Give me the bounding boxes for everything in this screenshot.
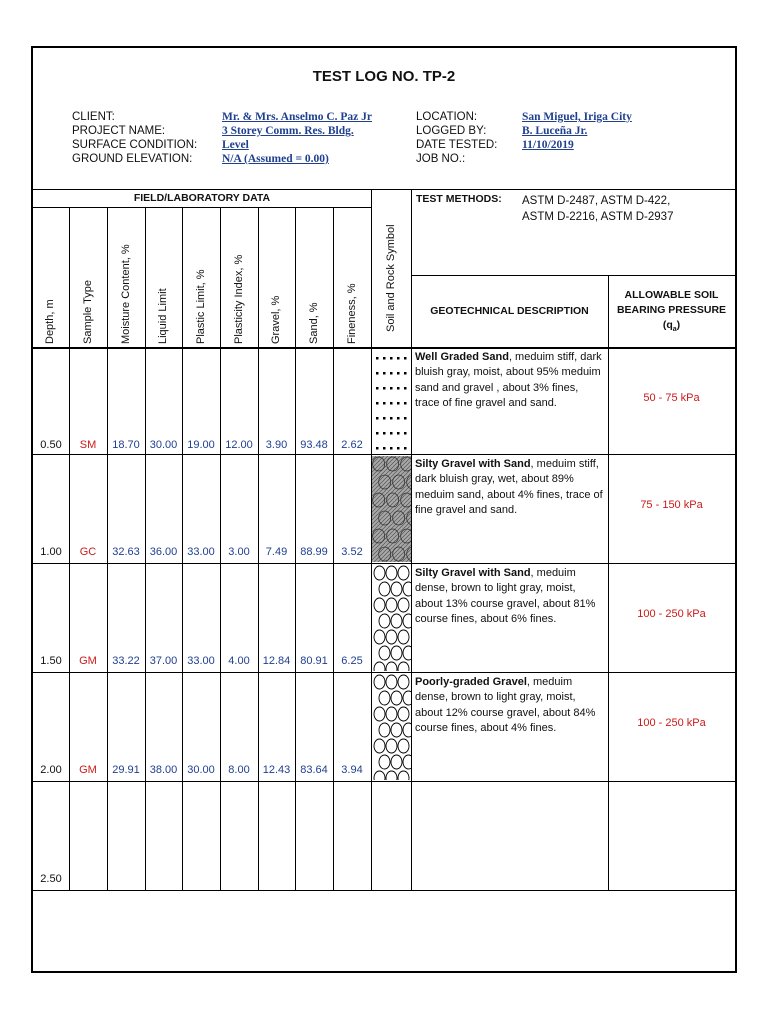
fines-value: 3.94: [341, 764, 363, 776]
test-log-sheet: [31, 46, 737, 973]
pl-value: 33.00: [187, 546, 215, 558]
depth-value: 0.50: [40, 439, 62, 451]
sand-value: 83.64: [300, 764, 328, 776]
client-label: CLIENT:: [72, 111, 115, 123]
logged-by-value: B. Luceña Jr.: [522, 125, 588, 137]
allowable-bearing-pressure: 50 - 75 kPa: [643, 392, 700, 404]
gravel-value: 7.49: [265, 546, 288, 558]
section-title: FIELD/LABORATORY DATA: [133, 192, 271, 204]
gravel-column-header: Gravel, %: [270, 295, 282, 344]
project-name-value: 3 Storey Comm. Res. Bldg.: [222, 125, 354, 137]
ll-value: 37.00: [149, 655, 178, 667]
test-methods-line-1: ASTM D-2487, ASTM D-422,: [522, 195, 671, 207]
plasticity-index-column-header: Plasticity Index, %: [233, 254, 245, 344]
logged-by-label: LOGGED BY:: [416, 125, 487, 137]
ground-elevation-value: N/A (Assumed = 0.00): [222, 153, 329, 165]
date-tested-label: DATE TESTED:: [416, 139, 498, 151]
bearing-pressure-header: [608, 288, 735, 337]
fines-value: 2.62: [341, 439, 363, 451]
soil-symbol-hatch: [372, 456, 411, 562]
location-value: San Miguel, Iriga City: [522, 111, 632, 123]
pl-value: 30.00: [187, 764, 215, 776]
header-left-values: [222, 110, 372, 166]
mc-value: 29.91: [112, 764, 140, 776]
soil-symbol-gravel: [372, 674, 411, 780]
fines-value: 6.25: [341, 655, 363, 667]
header-right: [416, 110, 497, 166]
sample-type-column-header: Sample Type: [82, 279, 94, 344]
client-value: Mr. & Mrs. Anselmo C. Paz Jr: [222, 111, 372, 123]
allowable-bearing-pressure: 100 - 250 kPa: [637, 608, 706, 620]
sand-value: 93.48: [300, 439, 328, 451]
pi-value: 12.00: [225, 439, 253, 451]
plastic-limit-column-header: Plastic Limit, %: [195, 269, 207, 344]
soil-description-text: , meduim stiff, dark bluish gray, moist, about 95% meduim sand and gravel , about 3% fines, trace of fine gravel and sand.: [415, 351, 602, 410]
soil-description-text: , meduim dense, brown to light gray, moist, about 12% course gravel, about 84% course fines, about 4% fines.: [415, 676, 596, 735]
sample-type-value: SM: [79, 439, 97, 451]
header-right-values: [522, 110, 632, 152]
gravel-value: 12.84: [262, 655, 291, 667]
ll-value: 30.00: [149, 439, 178, 451]
bearing-q-subscript: a: [672, 326, 677, 334]
bearing-header-line-3: [608, 318, 735, 337]
test-methods-line-2: ASTM D-2216, ASTM D-2937: [522, 211, 674, 223]
pl-value: 33.00: [187, 655, 215, 667]
mc-value: 33.22: [112, 655, 140, 667]
bearing-q: (q: [662, 319, 673, 331]
soil-name: Silty Gravel with Sand: [415, 458, 531, 470]
soil-name: Silty Gravel with Sand: [415, 567, 531, 579]
gravel-value: 3.90: [265, 439, 288, 451]
geotechnical-description: [415, 675, 605, 737]
depth-value: 1.50: [40, 655, 62, 667]
date-tested-value: 11/10/2019: [522, 139, 574, 151]
soil-description-text: , meduim dense, brown to light gray, moist, about 13% course gravel, about 81% course fines, about 6% fines.: [415, 567, 596, 626]
sample-type-value: GM: [79, 655, 97, 667]
surface-condition-label: SURFACE CONDITION:: [72, 139, 198, 151]
test-methods-value: [522, 193, 673, 225]
page-title: TEST LOG NO. TP-2: [312, 68, 456, 85]
sample-type-value: GM: [79, 764, 97, 776]
depth-column-header: Depth, m: [44, 299, 56, 344]
job-no-label: JOB NO.:: [416, 153, 466, 165]
geotechnical-description: [415, 566, 605, 628]
geotechnical-description-header: GEOTECHNICAL DESCRIPTION: [430, 305, 589, 317]
geotechnical-description: [415, 457, 605, 519]
ll-value: 36.00: [149, 546, 178, 558]
pl-value: 19.00: [187, 439, 215, 451]
pi-value: 3.00: [228, 546, 250, 558]
sand-value: 80.91: [300, 655, 328, 667]
header-left: [72, 110, 197, 166]
allowable-bearing-pressure: 100 - 250 kPa: [637, 717, 706, 729]
mc-value: 32.63: [112, 546, 140, 558]
location-label: LOCATION:: [416, 111, 478, 123]
bearing-header-line-1: ALLOWABLE SOIL: [624, 289, 719, 301]
surface-condition-value: Level: [222, 139, 249, 151]
test-methods-label: TEST METHODS:: [416, 193, 502, 205]
soil-symbol-gravel: [372, 565, 411, 671]
mc-value: 18.70: [112, 439, 140, 451]
geotechnical-description: [415, 350, 605, 412]
pi-value: 4.00: [228, 655, 250, 667]
soil-name: Well Graded Sand: [415, 351, 509, 363]
fines-value: 3.52: [341, 546, 363, 558]
bearing-close: ): [676, 319, 681, 331]
depth-value: 2.00: [40, 764, 62, 776]
gravel-value: 12.43: [262, 764, 291, 776]
ground-elevation-label: GROUND ELEVATION:: [72, 153, 193, 165]
sand-value: 88.99: [300, 546, 328, 558]
fineness-column-header: Fineness, %: [346, 283, 358, 344]
soil-symbol-dots: [372, 349, 411, 455]
pi-value: 8.00: [228, 764, 250, 776]
soil-name: Poorly-graded Gravel: [415, 676, 527, 688]
allowable-bearing-pressure: 75 - 150 kPa: [640, 499, 703, 511]
liquid-limit-column-header: Liquid Limit: [157, 288, 169, 344]
soil-description-text: , meduim stiff, dark bluish gray, wet, about 89% meduim sand, about 4% fines, trace of fine gravel and sand.: [415, 458, 603, 517]
project-name-label: PROJECT NAME:: [72, 125, 166, 137]
bearing-header-line-2: BEARING PRESSURE: [616, 304, 727, 316]
depth-value: 1.00: [40, 546, 62, 558]
depth-value: 2.50: [40, 873, 62, 885]
sample-type-value: GC: [79, 546, 97, 558]
sand-column-header: Sand, %: [308, 302, 320, 344]
ll-value: 38.00: [149, 764, 178, 776]
moisture-content-column-header: Moisture Content, %: [120, 244, 132, 344]
soil-rock-symbol-column-header: Soil and Rock Symbol: [385, 224, 397, 332]
